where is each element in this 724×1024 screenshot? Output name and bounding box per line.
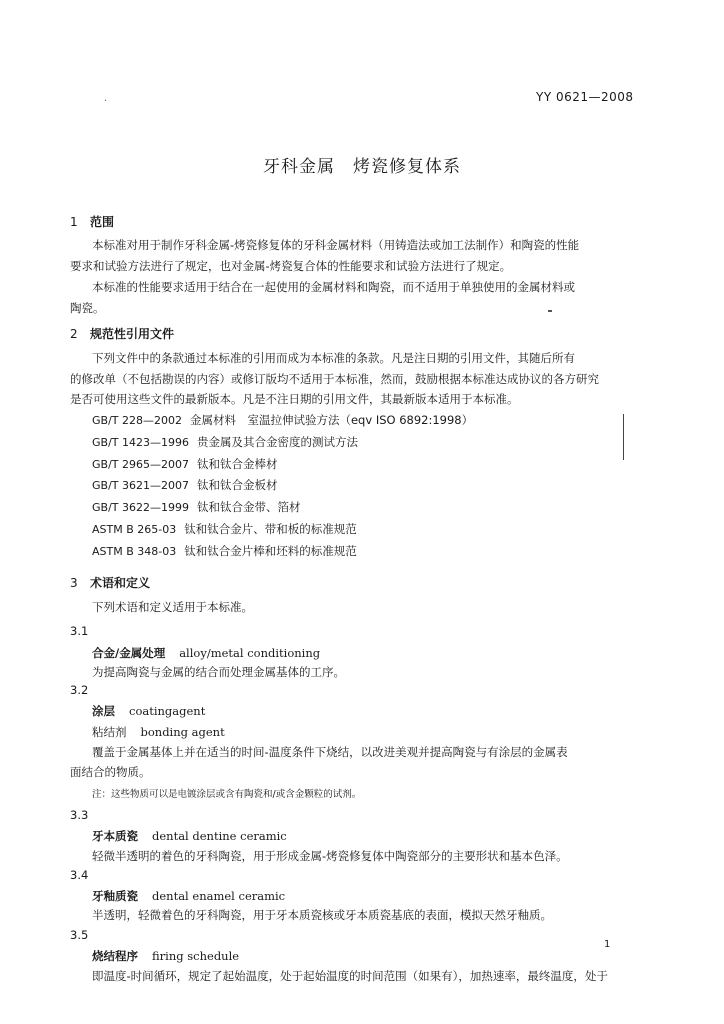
term-entry	[92, 828, 287, 844]
section-number: 1	[70, 215, 78, 229]
section-number: 3	[70, 576, 78, 590]
term-alternate	[92, 724, 225, 740]
term-zh: 牙本质瓷	[92, 829, 138, 843]
term-entry	[92, 888, 285, 904]
paragraph-line: 要求和试验方法进行了规定，也对金属-烤瓷复合体的性能要求和试验方法进行了规定。	[70, 259, 512, 273]
term-en: coatingagent	[129, 704, 206, 718]
clause-number: 3.4	[70, 868, 89, 882]
term-entry	[92, 645, 320, 661]
reference-title: 钛和钛合金板材	[196, 478, 278, 492]
term-en: firing schedule	[152, 949, 240, 963]
term-en: alloy/metal conditioning	[179, 646, 321, 660]
reference-item	[92, 499, 300, 515]
paragraph-line: 下列术语和定义适用于本标准。	[92, 600, 253, 614]
term-zh: 牙釉质瓷	[92, 889, 138, 903]
clause-number: 3.3	[70, 808, 89, 822]
paragraph-line: 的修改单（不包括勘误的内容）或修订版均不适用于本标准，然而，鼓励根据本标准达成协议的各方研究	[70, 372, 599, 386]
clause-number: 3.1	[70, 624, 89, 638]
reference-code: ASTM B 348-03	[92, 545, 177, 558]
reference-code: GB/T 1423—1996	[92, 436, 189, 449]
term-en: dental enamel ceramic	[152, 889, 286, 903]
reference-title: 钛和钛合金带、箔材	[196, 500, 301, 514]
term-alt-zh: 粘结剂	[92, 725, 127, 739]
reference-item	[92, 477, 277, 493]
reference-code: GB/T 3622—1999	[92, 501, 189, 514]
term-alt-en: bonding agent	[140, 725, 225, 739]
term-zh: 合金/金属处理	[92, 646, 166, 660]
paragraph-line: 是否可使用这些文件的最新版本。凡是不注日期的引用文件，其最新版本适用于本标准。	[70, 392, 519, 406]
definition-line: 半透明，轻微着色的牙科陶瓷，用于牙本质瓷核或牙本质瓷基底的表面，模拟天然牙釉质。	[92, 908, 552, 922]
reference-title: 钛和钛合金片棒和坯料的标准规范	[184, 544, 357, 558]
note-text: 注：这些物质可以是电镀涂层或含有陶瓷和/或含金颗粒的试剂。	[92, 789, 362, 800]
term-zh: 涂层	[92, 704, 115, 718]
reference-title: 钛和钛合金棒材	[196, 457, 278, 471]
section-1-heading	[70, 213, 114, 230]
term-en: dental dentine ceramic	[152, 829, 287, 843]
reference-item	[92, 456, 277, 472]
definition-line: 轻微半透明的着色的牙科陶瓷，用于形成金属-烤瓷修复体中陶瓷部分的主要形状和基本色泽。	[92, 849, 568, 863]
reference-code: GB/T 2965—2007	[92, 458, 189, 471]
reference-code: ASTM B 265-03	[92, 523, 177, 536]
reference-title: 钛和钛合金片、带和板的标准规范	[184, 522, 357, 536]
clause-number: 3.2	[70, 683, 89, 697]
definition-line: 覆盖于金属基体上并在适当的时间-温度条件下烧结，以改进美观并提高陶瓷与有涂层的金属表	[92, 745, 568, 759]
definition-line: 面结合的物质。	[70, 765, 151, 779]
page-number: 1	[604, 939, 611, 950]
section-2-heading	[70, 325, 174, 342]
paragraph-line: 本标准对用于制作牙科金属-烤瓷修复体的牙科金属材料（用铸造法或加工法制作）和陶瓷的性能	[92, 238, 580, 252]
reference-item	[92, 412, 473, 428]
term-entry	[92, 703, 205, 719]
term-entry	[92, 948, 239, 964]
section-number: 2	[70, 327, 78, 341]
reference-item	[92, 521, 357, 537]
paragraph-line: 本标准的性能要求适用于结合在一起使用的金属材料和陶瓷，而不适用于单独使用的金属材料或	[92, 280, 575, 294]
margin-scan-line	[623, 414, 624, 460]
term-zh: 烧结程序	[92, 949, 138, 963]
section-title: 范围	[90, 215, 115, 229]
clause-number: 3.5	[70, 928, 89, 942]
paragraph-line: 下列文件中的条款通过本标准的引用而成为本标准的条款。凡是注日期的引用文件，其随后所有	[92, 351, 575, 365]
section-title: 术语和定义	[90, 576, 151, 590]
reference-code: GB/T 3621—2007	[92, 479, 189, 492]
reference-item	[92, 434, 358, 450]
standard-code: YY 0621—2008	[536, 90, 634, 104]
reference-title: 贵金属及其合金密度的测试方法	[196, 435, 358, 449]
section-title: 规范性引用文件	[90, 327, 175, 341]
paragraph-line: 陶瓷。	[70, 301, 105, 315]
document-title: 牙科金属 烤瓷修复体系	[263, 157, 461, 177]
section-3-heading	[70, 574, 150, 591]
scan-dot: ·	[104, 96, 108, 107]
definition-line: 为提高陶瓷与金属的结合而处理金属基体的工序。	[92, 665, 345, 679]
scan-speck	[548, 310, 552, 312]
definition-line: 即温度-时间循环，规定了起始温度，处于起始温度的时间范围（如果有），加热速率，最终温度，处于	[92, 969, 608, 983]
reference-code: GB/T 228—2002	[92, 414, 182, 427]
reference-item	[92, 543, 357, 559]
reference-title: 金属材料 室温拉伸试验方法（eqv ISO 6892:1998）	[189, 413, 474, 427]
